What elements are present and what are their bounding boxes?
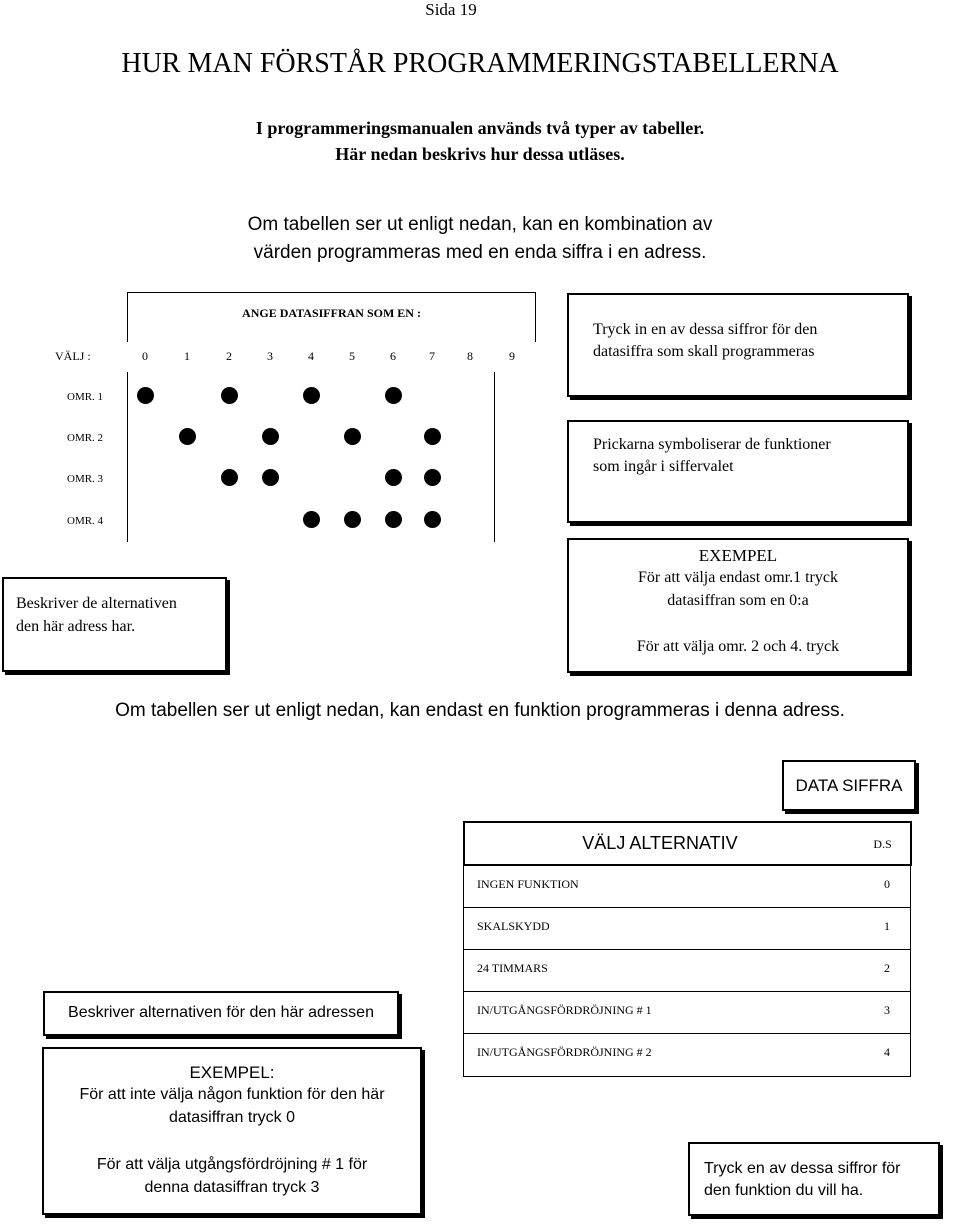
tryck-in-text-2: datasiffra som skall programmeras — [593, 343, 815, 360]
alternative-row-divider — [463, 991, 911, 992]
exempel2-text-4: denna datasiffran tryck 3 — [144, 1179, 320, 1196]
beskriver-alternativen-box — [2, 577, 227, 672]
omr-2-dot-5 — [344, 428, 361, 445]
beskriver-adressen-text: Beskriver alternativen för den här adressen — [68, 1004, 374, 1021]
alternative-label: 24 TIMMARS — [477, 961, 548, 975]
omr-3-dot-6 — [385, 469, 402, 486]
omr-4-dot-7 — [424, 511, 441, 528]
exempel2-title: EXEMPEL: — [189, 1063, 275, 1082]
valj-label: VÄLJ : — [55, 349, 91, 363]
table-header: ANGE DATASIFFRAN SOM EN : — [242, 306, 421, 320]
digit-0: 0 — [142, 349, 148, 363]
omr-2-dot-7 — [424, 428, 441, 445]
digit-3: 3 — [267, 349, 273, 363]
omr-label-1: OMR. 1 — [67, 391, 104, 403]
section1-line-1: Om tabellen ser ut enligt nedan, kan en kombination av — [247, 214, 713, 235]
digit-8: 8 — [467, 349, 473, 363]
omr-3-dot-7 — [424, 469, 441, 486]
digit-1: 1 — [184, 349, 190, 363]
data-siffra-box — [782, 760, 916, 811]
intro-line-1: I programmeringsmanualen används två typer av tabeller. — [255, 118, 705, 138]
alternative-value: 4 — [884, 1045, 890, 1059]
exempel2-text-1: För att inte välja någon funktion för den här — [79, 1086, 385, 1103]
omr-3-dot-3 — [262, 469, 279, 486]
alternative-label: INGEN FUNKTION — [477, 877, 579, 891]
tryck-in-box — [567, 293, 909, 397]
alternative-row-divider — [463, 1033, 911, 1034]
omr-1-dot-2 — [221, 387, 238, 404]
alternative-value: 3 — [884, 1003, 890, 1017]
beskriver-text-1: Beskriver de alternativen — [16, 595, 177, 612]
prickarna-text-2: som ingår i siffervalet — [593, 458, 734, 475]
exempel-text-3: För att välja omr. 2 och 4. tryck — [636, 638, 840, 655]
exempel2-text-3: För att välja utgångsfördröjning # 1 för — [96, 1156, 368, 1173]
alternative-row-divider — [463, 907, 911, 908]
digit-5: 5 — [349, 349, 355, 363]
ds-label: D.S — [873, 837, 892, 851]
omr-1-dot-0 — [137, 387, 154, 404]
prickarna-box — [567, 420, 909, 523]
omr-2-dot-1 — [179, 428, 196, 445]
alternative-row — [465, 867, 912, 907]
alternative-label: SKALSKYDD — [477, 919, 550, 933]
omr-1-dot-4 — [303, 387, 320, 404]
tryck-in-text-1: Tryck in en av dessa siffror för den — [593, 321, 818, 338]
alternative-label: IN/UTGÅNGSFÖRDRÖJNING # 1 — [477, 1003, 652, 1017]
alternative-value: 2 — [884, 961, 890, 975]
digit-7: 7 — [429, 349, 435, 363]
omr-3-dot-2 — [221, 469, 238, 486]
alternative-row — [465, 951, 912, 991]
data-siffra-label: DATA SIFFRA — [795, 776, 903, 795]
omr-4-dot-5 — [344, 511, 361, 528]
alternative-value: 0 — [884, 877, 890, 891]
digit-6: 6 — [390, 349, 396, 363]
alternative-row — [465, 993, 912, 1033]
alternative-row-divider — [463, 949, 911, 950]
alternative-value: 1 — [884, 919, 890, 933]
omr-label-4: OMR. 4 — [67, 515, 104, 527]
tryck-funktion-text-2: den funktion du vill ha. — [704, 1182, 864, 1199]
tryck-funktion-box — [688, 1142, 940, 1216]
exempel2-text-2: datasiffran tryck 0 — [169, 1109, 295, 1126]
exempel-title: EXEMPEL — [698, 546, 778, 565]
exempel-text-1: För att välja endast omr.1 tryck — [638, 569, 838, 586]
page-number: Sida 19 — [425, 0, 477, 19]
omr-4-dot-4 — [303, 511, 320, 528]
omr-label-3: OMR. 3 — [67, 473, 104, 485]
digit-2: 2 — [226, 349, 232, 363]
omr-1-dot-6 — [385, 387, 402, 404]
intro-line-2: Här nedan beskrivs hur dessa utläses. — [335, 144, 625, 164]
digit-4: 4 — [308, 349, 314, 363]
exempel-box — [567, 538, 909, 673]
beskriver-adressen-box — [43, 991, 399, 1036]
alternative-row — [465, 1035, 912, 1075]
exempel-text-2: datasiffran som en 0:a — [667, 592, 809, 609]
alternative-label: IN/UTGÅNGSFÖRDRÖJNING # 2 — [477, 1045, 652, 1059]
digit-9: 9 — [509, 349, 515, 363]
omr-4-dot-6 — [385, 511, 402, 528]
valj-alternativ-label: VÄLJ ALTERNATIV — [582, 833, 738, 853]
alternatives-header — [463, 821, 912, 866]
alternative-row — [465, 909, 912, 949]
section1-line-2: värden programmeras med en enda siffra i en adress. — [253, 242, 707, 263]
exempel2-box — [42, 1047, 422, 1215]
omr-label-2: OMR. 2 — [67, 432, 104, 444]
omr-2-dot-3 — [262, 428, 279, 445]
beskriver-text-2: den här adress har. — [16, 618, 136, 635]
tryck-funktion-text-1: Tryck en av dessa siffror för — [704, 1160, 901, 1177]
section2-line: Om tabellen ser ut enligt nedan, kan endast en funktion programmeras i denna adress. — [115, 700, 845, 721]
prickarna-text-1: Prickarna symboliserar de funktioner — [593, 436, 831, 453]
page-title: HUR MAN FÖRSTÅR PROGRAMMERINGSTABELLERNA — [121, 48, 839, 79]
